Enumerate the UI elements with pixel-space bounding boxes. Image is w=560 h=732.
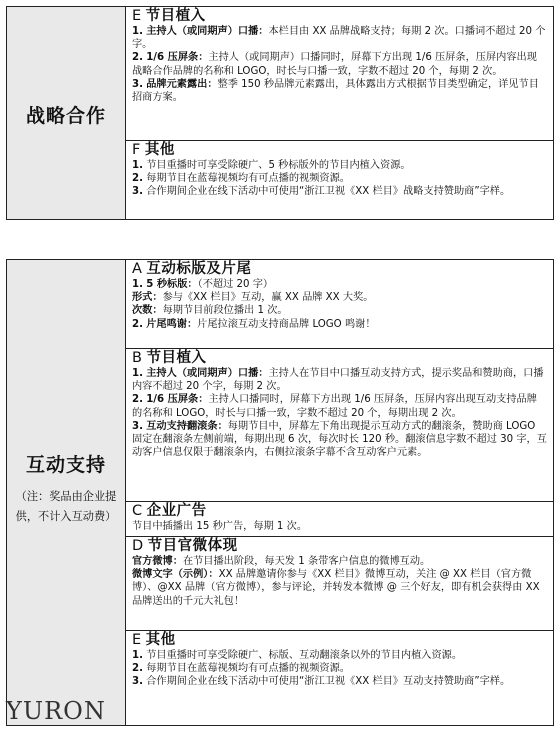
line-text: （不超过 20 字） [197, 279, 274, 290]
line-text: 节目重播时可享受除硬广、标版、互动翻滚条以外的节目内植入资源。 [146, 650, 463, 661]
line-label: 微博文字（示例）： [132, 569, 219, 581]
line-text: 本栏目由 XX 品牌战略支持；每期 2 次。口播词不超过 20 个字。 [132, 26, 546, 51]
section-title: 节目官微体现 [147, 538, 238, 554]
section-line [132, 185, 547, 198]
left-column [7, 260, 126, 725]
line-number: 1. [132, 650, 143, 661]
line-label: 互动支持翻滚条： [146, 420, 228, 432]
line-label: 片尾鸣谢： [146, 318, 198, 330]
section-heading [132, 538, 547, 555]
watermark: YURON [6, 697, 106, 725]
section-d [126, 537, 553, 631]
row-title: 战略合作 [25, 105, 106, 127]
line-text: 参与《XX 栏目》互动，赢 XX 品牌 XX 大奖。 [162, 292, 374, 304]
line-number: 2. [132, 394, 143, 406]
section-letter: E [132, 632, 142, 648]
section-title: 其他 [145, 632, 176, 648]
section-line [132, 649, 547, 662]
line-number: 2. [132, 173, 143, 185]
section-line [132, 393, 547, 419]
line-text: 每期节目在蓝莓视频均有可点播的视频资源。 [146, 663, 350, 675]
section-letter: C [132, 503, 143, 519]
line-text: 主持人口播同时，屏幕下方出现 1/6 压屏条，压屏内容出现互动支持品牌的名称和 LOGO，时长与口播一致，字数不超过 20 个，每期出现 2 次。 [132, 394, 537, 419]
section-line [132, 318, 547, 331]
line-text: 合作期间企业在线下活动中可使用“浙江卫视《XX 栏目》战略支持赞助商”字样。 [146, 186, 511, 198]
section-line [132, 675, 547, 688]
section-title: 企业广告 [146, 503, 207, 519]
section-line [132, 78, 547, 104]
line-label: 1/6 压屏条： [146, 52, 209, 64]
section-line [132, 172, 547, 185]
section-heading [132, 350, 547, 367]
line-text: 主持人（或同期声）口播同时，屏幕下方出现 1/6 压屏条，压屏内容出现战略合作品牌的名称和 LOGO，时长与口播一致，字数不超过 20 个，每期 2 次。 [132, 52, 537, 77]
section-heading [132, 632, 547, 649]
left-column [7, 7, 126, 219]
line-number: 3. [132, 78, 143, 90]
section-letter: D [132, 538, 144, 554]
line-number: 2. [132, 318, 143, 330]
line-text: 每期节目中，屏幕左下角出现提示互动方式的翻滚条，赞助商 LOGO 固定在翻滚条左侧前端，每期出现 6 次，每次时长 120 秒。翻滚信息字数不超过 30 字，互动客户信息仅限于翻滚条内，右侧拉滚条字幕不含互动客户元素。 [132, 420, 547, 459]
section-line [132, 367, 547, 393]
section-letter: F [132, 142, 141, 158]
line-number: 1. [132, 26, 143, 37]
line-text: 主持人在节目中口播互动支持方式，提示奖品和赞助商，口播内容不超过 20 个字，每期 2 次。 [132, 368, 544, 393]
section-e [126, 7, 553, 141]
section-line [132, 278, 547, 291]
section-heading [132, 261, 547, 278]
section-letter: E [132, 8, 142, 24]
section-b [126, 349, 553, 502]
section-heading [132, 142, 547, 159]
line-number: 2. [132, 663, 143, 675]
line-number: 3. [132, 420, 143, 432]
section-title: 节目植入 [145, 8, 206, 24]
section-heading [132, 8, 547, 25]
section-letter: B [132, 350, 143, 366]
section-c [126, 502, 553, 537]
line-label: 1/6 压屏条： [146, 394, 209, 406]
line-text: 每期节目在蓝莓视频均有可点播的视频资源。 [146, 173, 350, 185]
section-line [132, 291, 547, 304]
section-line [132, 51, 547, 77]
line-label: 品牌元素露出： [146, 78, 218, 90]
section-f [126, 141, 553, 219]
section-line [132, 304, 547, 317]
section-line [132, 420, 547, 460]
line-label: 形式： [132, 292, 163, 304]
section-line [132, 568, 547, 608]
section-title: 节目植入 [146, 350, 207, 366]
line-number: 1. [132, 160, 143, 171]
strategic-cooperation-table [6, 6, 554, 220]
section-a [126, 260, 553, 349]
section-e [126, 631, 553, 727]
row-note: （注：奖品由企业提供，不计入互动费） [15, 490, 117, 523]
line-text: 片尾拉滚互动支持商品牌 LOGO 鸣谢！ [197, 318, 376, 330]
line-text: 在节目播出阶段，每天发 1 条带客户信息的微博互动。 [182, 556, 431, 567]
right-column [126, 260, 553, 725]
section-heading [132, 503, 547, 520]
line-number: 3. [132, 186, 143, 198]
section-line [132, 520, 547, 533]
line-label: 官方微博： [132, 556, 183, 567]
row-title: 互动支持 [25, 454, 106, 476]
line-label: 主持人（或同期声）口播： [146, 368, 269, 379]
section-title: 互动标版及片尾 [146, 261, 252, 277]
line-number: 2. [132, 52, 143, 64]
line-text: 节目中插播出 15 秒广告，每期 1 次。 [132, 521, 308, 532]
line-number: 1. [132, 279, 143, 290]
line-text: 每期节目前段位播出 1 次。 [162, 305, 288, 317]
section-line [132, 662, 547, 675]
section-line [132, 159, 547, 172]
line-text: XX 品牌邀请你参与《XX 栏目》微博互动，关注 @ XX 栏目（官方微博）、@XX 品牌（官方微博），参与评论，并转发本微博 @ 三个好友，即有机会获得由 XX 品牌送出的千元大礼包！ [132, 569, 540, 607]
line-number: 1. [132, 368, 143, 379]
line-text: 节目重播时可享受除硬广、5 秒标版外的节目内植入资源。 [146, 160, 411, 171]
section-letter: A [132, 261, 143, 277]
interactive-support-table [6, 259, 554, 726]
right-column [126, 7, 553, 219]
line-label: 次数： [132, 305, 163, 317]
line-label: 5 秒标版： [146, 279, 198, 290]
section-line [132, 555, 547, 568]
section-line [132, 25, 547, 51]
line-text: 合作期间企业在线下活动中可使用“浙江卫视《XX 栏目》互动支持赞助商”字样。 [146, 676, 511, 688]
section-title: 其他 [144, 142, 175, 158]
line-number: 3. [132, 676, 143, 688]
line-text: 整季 150 秒品牌元素露出，具体露出方式根据节目类型确定，详见节目招商方案。 [132, 78, 539, 104]
line-label: 主持人（或同期声）口播： [146, 26, 269, 37]
